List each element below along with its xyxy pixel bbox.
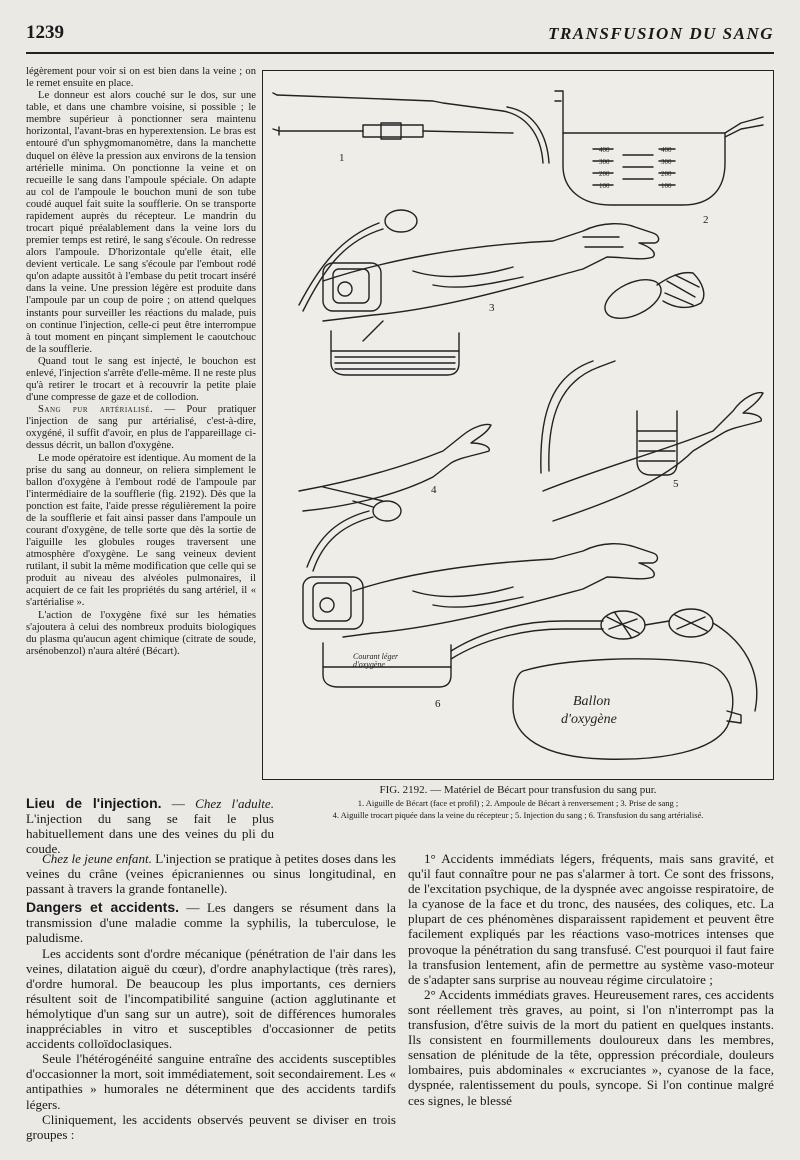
lieu-adult-text: L'injection du sang se fait le plus habituellement dans une des veines du pli du coude. — [26, 811, 274, 857]
child-label: Chez le jeune enfant. — [42, 851, 152, 866]
figure-2192 — [262, 70, 774, 780]
left-column-text — [26, 66, 256, 802]
page-header — [26, 20, 774, 54]
caption-line-1: 1. Aiguille de Bécart (face et profil) ; 2. Ampoule de Bécart à renversement ; 3. Prise de sang ; — [357, 798, 679, 808]
paragraph: légèrement pour voir si on est bien dans la veine ; on le remet ensuite en place. — [26, 66, 256, 90]
ampoule-oxygen-label-line2: d'oxygène — [353, 660, 385, 669]
ampoule-scale-left: 200 — [599, 170, 610, 178]
ampoule-scale-right: 200 — [661, 170, 672, 178]
sang-pur-text: — Pour pratiquer l'injection de sang pur artérialisé, c'est-à-dire, oxygéné, il suffit d'avoir, en plus de l'appareillage ci-dessus décrit, un ballon d'oxygène. — [26, 404, 256, 452]
paragraph: Le mode opératoire est identique. Au moment de la prise du sang au donneur, on reliera simplement le ballon d'oxygène à l'embout rodé de l'ampoule par l'intermédiaire de la soufflerie (fig. 2192). Dès que la ponction est faite, l'aide presse régulièrement la poire de la soufflerie et fait ainsi passer dans l'ampoule un courant d'oxygène, de telle sorte que dès la sortie de l'aiguille les globules rouges traversent une atmosphère d'oxygène. Le sang veineux devient rutilant, il subit la même modification que celle qui se produit au niveau des alvéoles pulmonaires, il acquiert de ce fait les propriétés du sang artériel, il « s'artérialise ». — [26, 452, 256, 609]
becart-needle-illustration — [273, 93, 549, 163]
ampoule-scale-left: 100 — [599, 182, 610, 190]
arterialized-transfusion-illustration — [303, 501, 757, 759]
ampoule-scale-right: 100 — [661, 182, 672, 190]
lieu-dash: — — [161, 796, 196, 811]
blood-draw-illustration — [299, 210, 659, 375]
dangers-text: — Les dangers se résument dans la transmission d'une maladie comme la syphilis, la tuberculose, le paludisme. — [26, 900, 396, 946]
sang-pur-heading: Sang pur artérialisé. — [38, 404, 154, 416]
paragraph: L'action de l'oxygène fixé sur les hématies s'ajoutera à celui des nombreux produits biologiques du plasma qu'aucun agent chimique (citrate de soude, arsénobenzol) n'aura altéré (Bécart). — [26, 609, 256, 657]
figure-label-1: 1 — [339, 152, 345, 164]
paragraph-sang-pur — [26, 404, 256, 452]
cliniquement-paragraph: Cliniquement, les accidents observés peuvent se diviser en trois groupes : — [26, 1111, 396, 1142]
dangers-heading: Dangers et accidents. — [26, 899, 180, 916]
lieu-adult-label: Chez l'adulte. — [195, 796, 274, 811]
balloon-label: Ballon — [573, 694, 611, 709]
figure-label-5: 5 — [673, 478, 679, 490]
child-text: L'injection se pratique à petites doses dans les veines du crâne (veines épicraniennes ou sinus longitudinal, en passant à travers la grande fontanelle). — [26, 851, 396, 897]
caption-line-2: 4. Aiguille trocart piquée dans la veine du récepteur ; 5. Injection du sang ; 6. Transfusion du sang artérialisé. — [332, 810, 704, 820]
figure-label-2: 2 — [703, 214, 709, 226]
accidents-graves-paragraph: 2° Accidents immédiats graves. Heureusement rares, ces accidents sont réellement très graves, au point, si l'on n'interrompt pas la transfusion, d'être suivis de la mort du patient en quelques instants. Ils consistent en fourmillements douloureux dans les membres, sensation de plénitude de la tête, oppression précordiale, douleurs lombaires, puis abdominales « excruciantes », cyanose de la face, dyspnée, ralentissement du pouls, syncope. Si l'on continue malgré ces signes, le blessé — [408, 986, 774, 1108]
figure-label-3: 3 — [489, 302, 495, 314]
ampoule-oxygen-label: Courant léger — [353, 652, 399, 661]
becart-ampoule-illustration — [555, 91, 763, 205]
main-left-text — [26, 851, 396, 1142]
blood-injection-illustration — [541, 272, 763, 521]
main-right-text — [408, 851, 774, 1108]
caption-title: FIG. 2192. — Matériel de Bécart pour transfusion du sang pur. — [379, 784, 657, 796]
lieu-heading: Lieu de l'injection. — [26, 795, 162, 811]
accidents-legers-paragraph: 1° Accidents immédiats légers, fréquents, mais sans gravité, et qu'il faut connaître pour ne pas s'alarmer à tort. Ce sont des frissons, de l'excitation psychique, de la dyspnée avec angoisse respiratoire, de la cyanose de la face et du tronc, des nausées, des coliques, etc. La plupart de ces phénomènes disparaissent rapidement et peuvent être facilement expliqués par les réactions vaso-motrices intenses que provoque la pénétration du sang transfusé. C'est pourquoi il faut faire la transfusion lentement, afin de permettre au système vaso-moteur de s'adapter sans surprise au nouveau régime circulatoire ; — [408, 851, 774, 987]
paragraph: Le donneur est alors couché sur le dos, sur une table, et dans une chambre voisine, si possible ; le membre supérieur à ponctionner sera maintenu horizontal, l'avant-bras en hyperextension. Le bras est entouré d'un sphygmomanomètre, dans la manchette duquel on élève la pression aux environs de la tension artérielle minima. On ponctionne la veine et on recueille le sang dans l'ampoule spéciale. On adapte au col de l'ampoule le bouchon muni de son tube coudé auquel fait suite la soufflerie. On se transporte rapidement auprès du récepteur. Le mandrin du trocart piqué préalablement dans la veine lors du premier temps est retiré, le sang s'écoule. On redresse alors l'ampoule. D'horizontale qu'elle était, elle devient verticale. Le sang s'écoule par l'embout rodé qu'on adapte aussitôt à l'embase du petit trocart inséré dans la veine. Une pression légère est produite dans l'ampoule par un coup de poire ; on attend quelques instants pour surveiller les réactions du malade, puis on continue l'injection, celle-ci peut être interrompue à tout moment en pinçant simplement le caoutchouc de la soufflerie. — [26, 90, 256, 355]
accidents-paragraph: Les accidents sont d'ordre mécanique (pénétration de l'air dans les veines, dilatation aiguë du cœur), d'ordre anaphylactique (très rares), d'ordre humoral. De beaucoup les plus importants, ces derniers résultent soit de l'incompatibilité sanguine (action agglutinante et hémolytique d'un sang sur un autre), soit de différences humorales inappréciables in vitro et susceptibles d'occasionner de petits accidents colloïdoclasiques. — [26, 945, 396, 1052]
trocart-illustration — [299, 424, 491, 511]
lieu-injection-section — [26, 796, 274, 856]
paragraph: Quand tout le sang est injecté, le bouchon est enlevé, l'injection s'arrête d'elle-même. Il ne reste plus qu'à retirer le trocart et à recouvrir la petite plaie d'une compresse de gaze et de collodion. — [26, 355, 256, 404]
figure-caption — [262, 784, 774, 820]
ampoule-scale-left: 300 — [599, 158, 610, 166]
balloon-label-line2: d'oxygène — [561, 712, 617, 727]
ampoule-scale-right: 400 — [661, 146, 672, 154]
figure-label-6: 6 — [435, 698, 441, 710]
heterogeneite-paragraph: Seule l'hétérogénéité sanguine entraîne des accidents susceptibles d'occasionner la mort, soit immédiatement, soit secondairement. Les « antipathies » humorales ne déterminent que des accidents tardifs légers. — [26, 1051, 396, 1112]
figure-illustration — [263, 71, 773, 779]
ampoule-scale-left: 400 — [599, 146, 610, 154]
figure-label-4: 4 — [431, 484, 437, 496]
child-paragraph — [26, 851, 396, 896]
page-number: 1239 — [26, 22, 64, 43]
ampoule-scale-right: 300 — [661, 158, 672, 166]
running-title: TRANSFUSION DU SANG — [548, 24, 774, 43]
